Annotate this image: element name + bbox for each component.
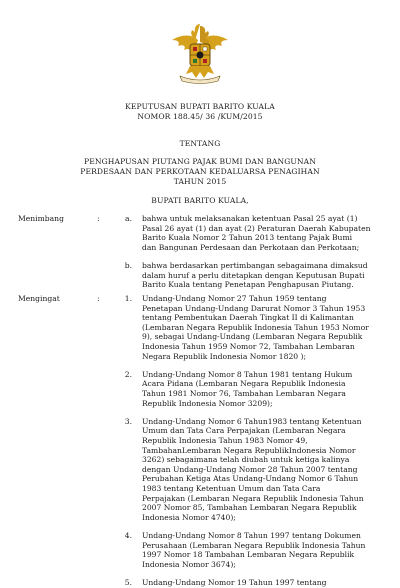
- menimbang-marker-a: a.: [125, 214, 132, 223]
- mengingat-marker-4: 4.: [124, 531, 132, 541]
- mengingat-marker-2: 2.: [124, 369, 132, 379]
- mengingat-marker-5: 5.: [124, 578, 132, 588]
- mengingat-item-3: Undang-Undang Nomor 6 Tahun1983 tentang Ketentuan Umum dan Tata Cara Perpajakan (Lembaran Negara Republik Indonesia Tahun 1983 Nomor 49, TambahanLembaran Negara RepublikIndonesia Nomor 3262) sebagaimana telah diubah untuk ketiga kalinya dengan Undang-Undang Nomor 28 Tahun 2007 tentang Perubahan Ketiga Atas Undang-Undang Nomor 6 Tahun 1983 tentang Ketentuan Umum dan Tata Cara Perpajakan (Lembaran Negara Republik Indonesia Tahun 2007 Nomor 85, Tambahan Lembaran Negara Republik Indonesia Nomor 4740);: [142, 416, 364, 522]
- mengingat-item-1: Undang-Undang Nomor 27 Tahun 1959 tentang Penetapan Undang-Undang Darurat Nomor 3 Tahun 1953 tentang Pembentukan Daerah Tingkat II di Kalimantan (Lembaran Negara Republik Indonesia Tahun 1953 Nomor 9), sebagai Undang-Undang (Lembaran Negara Republik Indonesia Tahun 1959 Nomor 72, Tambahan Lembaran Negara Republik Indonesia Nomor 1820 );: [142, 294, 369, 361]
- mengingat-marker-3: 3.: [124, 416, 132, 426]
- mengingat-colon: :: [97, 294, 100, 303]
- decree-number: NOMOR 188.45/ 36 /KUM/2015: [137, 112, 263, 121]
- menimbang-item-a: bahwa untuk melaksanakan ketentuan Pasal 25 ayat (1) Pasal 26 ayat (1) dan ayat (2) Peraturan Daerah Kabupaten Barito Kuala Nomor 2 Tahun 2013 tentang Pajak Bumi dan Bangunan Perdesaan dan Perkotaan dan Perkotaan;: [142, 214, 371, 252]
- garuda-pancasila-icon: [168, 20, 232, 86]
- subject-line-3: TAHUN 2015: [173, 177, 227, 186]
- mengingat-label: Mengingat: [18, 294, 60, 303]
- tentang-heading: TENTANG: [179, 139, 221, 148]
- issuer-line: BUPATI BARITO KUALA,: [151, 196, 249, 205]
- mengingat-marker-1: 1.: [124, 294, 132, 303]
- decree-title: KEPUTUSAN BUPATI BARITO KUALA: [125, 102, 275, 111]
- menimbang-item-b: bahwa berdasarkan pertimbangan sebagaimana dimaksud dalam huruf a perlu ditetapkan dengan Keputusan Bupati Barito Kuala tentang Penetapan Penghapusan Piutang.: [142, 261, 368, 290]
- menimbang-label: Menimbang: [18, 214, 64, 223]
- subject-line-2: PERDESAAN DAN PERKOTAAN KEDALUARSA PENAGIHAN: [80, 167, 320, 176]
- menimbang-colon: :: [97, 214, 100, 223]
- mengingat-item-2: Undang-Undang Nomor 8 Tahun 1981 tentang Hukum Acara Pidana (Lembaran Negara Republik Indonesia Tahun 1981 Nomor 76, Tambahan Lembaran Negara Republik Indonesia Nomor 3209);: [142, 369, 353, 408]
- subject-line-1: PENGHAPUSAN PIUTANG PAJAK BUMI DAN BANGUNAN: [84, 157, 316, 166]
- mengingat-item-4: Undang-Undang Nomor 8 Tahun 1997 tentang Dokumen Perusahaan (Lembaran Negara Republik Indonesia Tahun 1997 Nomor 18 Tambahan Lembaran Negara Republik Indonesia Nomor 3674);: [142, 531, 366, 569]
- mengingat-item-5: Undang-Undang Nomor 19 Tahun 1997 tentang: [142, 578, 327, 588]
- menimbang-marker-b: b.: [124, 261, 132, 271]
